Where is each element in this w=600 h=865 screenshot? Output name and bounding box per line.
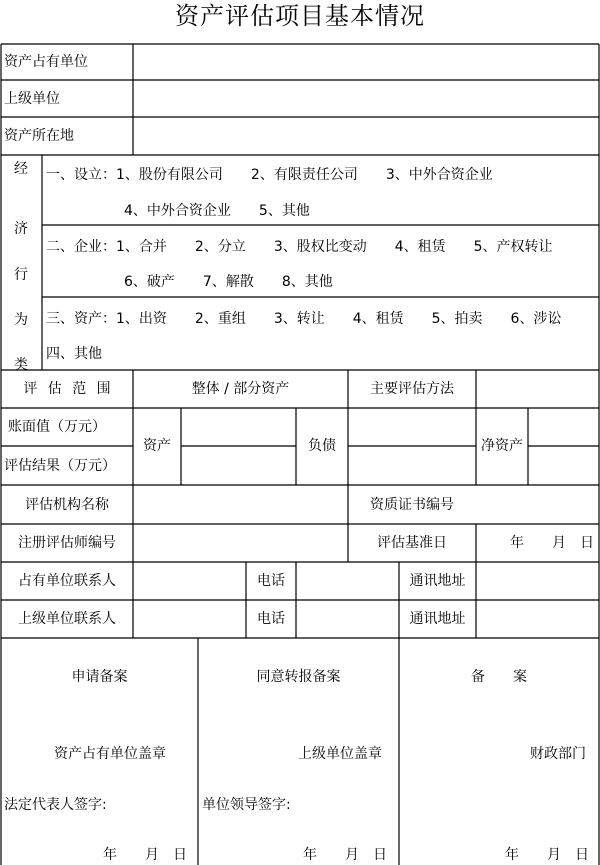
book-net-assets-field[interactable] — [529, 409, 598, 445]
holder-unit-label: 资产占有单位 — [4, 54, 88, 70]
eb-char: 行 — [14, 267, 28, 283]
col2-date: 年 月 日 — [303, 847, 387, 863]
superior-seal-label: 上级单位盖章 — [298, 746, 382, 762]
superior-address-label: 通讯地址 — [409, 611, 466, 627]
asset-location-field[interactable] — [134, 118, 598, 154]
asset-location-label: 资产所在地 — [4, 128, 74, 144]
superior-address-field[interactable] — [477, 601, 598, 637]
base-date-label: 评估基准日 — [377, 535, 447, 551]
cert-no-field[interactable] — [477, 486, 598, 523]
superior-contact-label: 上级单位联系人 — [18, 611, 116, 627]
holder-phone-label: 电话 — [257, 573, 285, 589]
eb-line-other: 四、其他 — [46, 346, 102, 362]
appraiser-no-field[interactable] — [134, 525, 347, 561]
assets-label: 资产 — [143, 438, 171, 454]
eval-scope-value[interactable]: 整体 / 部分资产 — [191, 381, 290, 397]
main-method-label: 主要评估方法 — [370, 381, 454, 397]
eb-line-enterprise: 二、企业：1、合并 2、分立 3、股权比变动 4、租赁 5、产权转让 — [46, 239, 553, 255]
holder-unit-field[interactable] — [134, 45, 598, 79]
record-filing-heading: 备 案 — [471, 669, 527, 685]
book-assets-field[interactable] — [182, 409, 295, 445]
leader-sign-label: 单位领导签字: — [202, 797, 291, 813]
legal-rep-sign-label: 法定代表人签字: — [4, 797, 107, 813]
cert-no-label: 资质证书编号 — [370, 497, 454, 513]
eb-char: 类 — [14, 357, 28, 373]
agency-name-label: 评估机构名称 — [25, 497, 109, 513]
base-date-field[interactable]: 年 月 日 — [510, 535, 594, 551]
forward-filing-heading: 同意转报备案 — [256, 669, 341, 685]
holder-contact-label: 占有单位联系人 — [18, 573, 116, 589]
eval-scope-label: 评 估 范 围 — [23, 381, 111, 397]
superior-phone-field[interactable] — [297, 601, 398, 637]
main-method-field[interactable] — [477, 371, 598, 407]
result-net-assets-field[interactable] — [529, 447, 598, 484]
net-assets-label: 净资产 — [481, 438, 523, 454]
eb-char: 济 — [14, 221, 28, 237]
eb-line-setup-cont: 4、中外合资企业 5、其他 — [124, 203, 310, 219]
col1-date: 年 月 日 — [103, 847, 187, 863]
appraiser-no-label: 注册评估师编号 — [18, 535, 116, 551]
finance-dept-label: 财政部门 — [530, 746, 586, 762]
eb-line-setup: 一、设立：1、股份有限公司 2、有限责任公司 3、中外合资企业 — [46, 167, 493, 183]
holder-contact-field[interactable] — [134, 563, 245, 599]
superior-contact-field[interactable] — [134, 601, 245, 637]
eb-line-enterprise-cont: 6、破产 7、解散 8、其他 — [124, 274, 333, 290]
holder-address-field[interactable] — [477, 563, 598, 599]
eval-result-label: 评估结果（万元） — [4, 458, 116, 474]
holder-seal-label: 资产占有单位盖章 — [54, 746, 166, 762]
result-liabilities-field[interactable] — [349, 447, 475, 484]
form-title: 资产评估项目基本情况 — [175, 2, 425, 30]
book-value-label: 账面值（万元） — [8, 419, 106, 435]
eb-char: 为 — [14, 312, 28, 328]
eb-char: 经 — [14, 161, 28, 177]
col3-date: 年 月 日 — [505, 847, 589, 863]
superior-unit-field[interactable] — [134, 81, 598, 116]
agency-name-field[interactable] — [134, 486, 347, 523]
superior-phone-label: 电话 — [257, 611, 285, 627]
book-liabilities-field[interactable] — [349, 409, 475, 445]
superior-unit-label: 上级单位 — [4, 91, 60, 107]
holder-phone-field[interactable] — [297, 563, 398, 599]
eb-line-assets: 三、资产：1、出资 2、重组 3、转让 4、租赁 5、拍卖 6、涉讼 — [46, 311, 562, 327]
holder-address-label: 通讯地址 — [409, 573, 466, 589]
liabilities-label: 负债 — [308, 438, 336, 454]
apply-filing-heading: 申请备案 — [71, 669, 128, 685]
result-assets-field[interactable] — [182, 447, 295, 484]
